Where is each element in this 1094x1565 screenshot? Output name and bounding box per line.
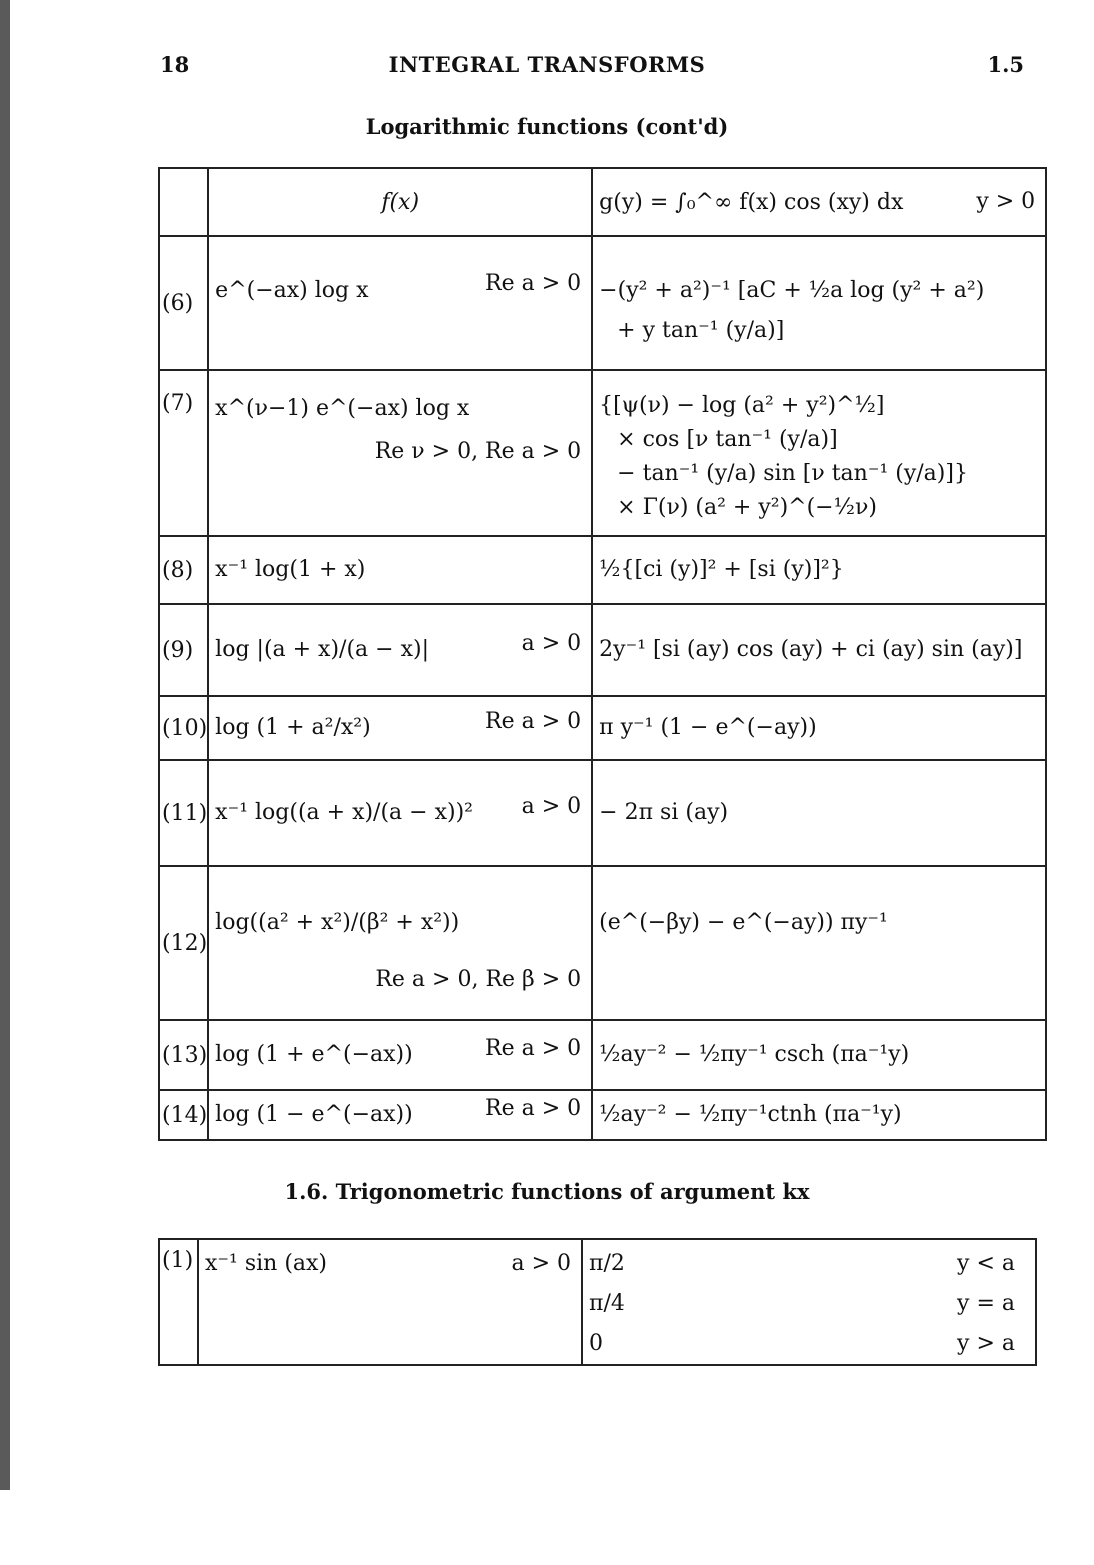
gy-line: π y⁻¹ (1 − e^(−ay)) xyxy=(599,715,817,740)
fx-expression: x⁻¹ log((a + x)/(a − x))² xyxy=(215,800,473,825)
column-header-gy-cond: y > 0 xyxy=(976,189,1036,214)
fx-cell xyxy=(208,236,592,370)
header-num-cell xyxy=(159,168,208,236)
gy-line: (e^(−βy) − e^(−ay)) πy⁻¹ xyxy=(599,910,888,935)
fx-cell xyxy=(208,1020,592,1090)
transform-table xyxy=(158,167,1047,1141)
fx-cell xyxy=(208,604,592,696)
gy-line: ½ay⁻² − ½πy⁻¹ctnh (πa⁻¹y) xyxy=(599,1102,902,1127)
table-title: Logarithmic functions (cont'd) xyxy=(365,114,729,139)
header-gy-cell xyxy=(592,168,1046,236)
section-number: 1.5 xyxy=(987,52,1024,77)
table-row xyxy=(159,1020,1046,1090)
column-header-gy: g(y) = ∫₀^∞ f(x) cos (xy) dx xyxy=(599,189,904,215)
table-row xyxy=(159,760,1046,866)
fx-expression: log |(a + x)/(a − x)| xyxy=(215,637,429,662)
trig-table xyxy=(158,1238,1037,1366)
condition: Re a > 0, Re β > 0 xyxy=(375,967,582,992)
fx-cell xyxy=(208,760,592,866)
fx-cell xyxy=(198,1239,582,1365)
condition: Re a > 0 xyxy=(485,1096,582,1121)
fx-expression: e^(−ax) log x xyxy=(215,278,369,303)
gy-value: 0 xyxy=(589,1331,603,1356)
table-row xyxy=(159,536,1046,604)
table-row xyxy=(159,696,1046,760)
fx-expression: log (1 + a²/x²) xyxy=(215,715,371,740)
table-row xyxy=(159,1090,1046,1140)
row-number: (9) xyxy=(159,604,208,696)
row-number: (1) xyxy=(159,1239,198,1365)
gy-condition: y = a xyxy=(957,1291,1015,1316)
fx-cell xyxy=(208,1090,592,1140)
row-number: (10) xyxy=(159,696,208,760)
row-number: (8) xyxy=(159,536,208,604)
table-row xyxy=(159,604,1046,696)
condition: Re ν > 0, Re a > 0 xyxy=(374,439,582,464)
scan-edge xyxy=(0,0,10,1490)
gy-line: × cos [ν tan⁻¹ (y/a)] xyxy=(617,427,838,452)
running-title: INTEGRAL TRANSFORMS xyxy=(388,52,706,77)
condition: a > 0 xyxy=(511,1251,571,1276)
row-number: (14) xyxy=(159,1090,208,1140)
condition: Re a > 0 xyxy=(485,271,582,296)
gy-cell xyxy=(592,604,1046,696)
condition: a > 0 xyxy=(521,631,582,656)
gy-line: {[ψ(ν) − log (a² + y²)^½] xyxy=(599,393,885,418)
table-row xyxy=(159,1239,1036,1365)
gy-cell xyxy=(592,760,1046,866)
condition: a > 0 xyxy=(521,794,582,819)
fx-cell xyxy=(208,536,592,604)
gy-cell xyxy=(582,1239,1036,1365)
gy-line: −(y² + a²)⁻¹ [aC + ½a log (y² + a²) xyxy=(599,278,985,303)
gy-cell xyxy=(592,536,1046,604)
gy-condition: y > a xyxy=(957,1331,1015,1356)
gy-cell xyxy=(592,866,1046,1020)
fx-expression: x⁻¹ log(1 + x) xyxy=(215,557,366,582)
gy-line: ½{[ci (y)]² + [si (y)]²} xyxy=(599,557,844,582)
gy-cell xyxy=(592,236,1046,370)
table-row xyxy=(159,370,1046,536)
fx-expression: x⁻¹ sin (ax) xyxy=(205,1251,328,1276)
gy-value: π/4 xyxy=(589,1291,625,1316)
gy-line: 2y⁻¹ [si (ay) cos (ay) + ci (ay) sin (ay)] xyxy=(599,637,1023,662)
gy-cell xyxy=(592,1020,1046,1090)
gy-cell xyxy=(592,696,1046,760)
table-row xyxy=(159,236,1046,370)
gy-line: + y tan⁻¹ (y/a)] xyxy=(617,318,785,343)
fx-cell xyxy=(208,370,592,536)
row-number: (7) xyxy=(159,370,208,536)
fx-expression: log((a² + x²)/(β² + x²)) xyxy=(215,910,460,935)
gy-value: π/2 xyxy=(589,1251,625,1276)
column-header-fx: f(x) xyxy=(381,189,420,215)
fx-cell xyxy=(208,696,592,760)
page-number: 18 xyxy=(160,52,190,77)
gy-line: − tan⁻¹ (y/a) sin [ν tan⁻¹ (y/a)]} xyxy=(617,461,968,486)
row-number: (12) xyxy=(159,866,208,1020)
gy-line: − 2π si (ay) xyxy=(599,800,729,825)
section-title: 1.6. Trigonometric functions of argument kx xyxy=(284,1179,810,1204)
row-number: (11) xyxy=(159,760,208,866)
gy-line: × Γ(ν) (a² + y²)^(−½ν) xyxy=(617,495,877,520)
fx-expression: log (1 − e^(−ax)) xyxy=(215,1102,413,1127)
condition: Re a > 0 xyxy=(485,1036,582,1061)
table-row xyxy=(159,866,1046,1020)
fx-expression: log (1 + e^(−ax)) xyxy=(215,1042,413,1067)
gy-cell xyxy=(592,1090,1046,1140)
gy-line: ½ay⁻² − ½πy⁻¹ csch (πa⁻¹y) xyxy=(599,1042,910,1067)
gy-condition: y < a xyxy=(957,1251,1015,1276)
table-header-row xyxy=(159,168,1046,236)
row-number: (6) xyxy=(159,236,208,370)
fx-cell xyxy=(208,866,592,1020)
fx-expression: x^(ν−1) e^(−ax) log x xyxy=(215,396,470,421)
header-fx-cell xyxy=(208,168,592,236)
row-number: (13) xyxy=(159,1020,208,1090)
condition: Re a > 0 xyxy=(485,709,582,734)
gy-cell xyxy=(592,370,1046,536)
